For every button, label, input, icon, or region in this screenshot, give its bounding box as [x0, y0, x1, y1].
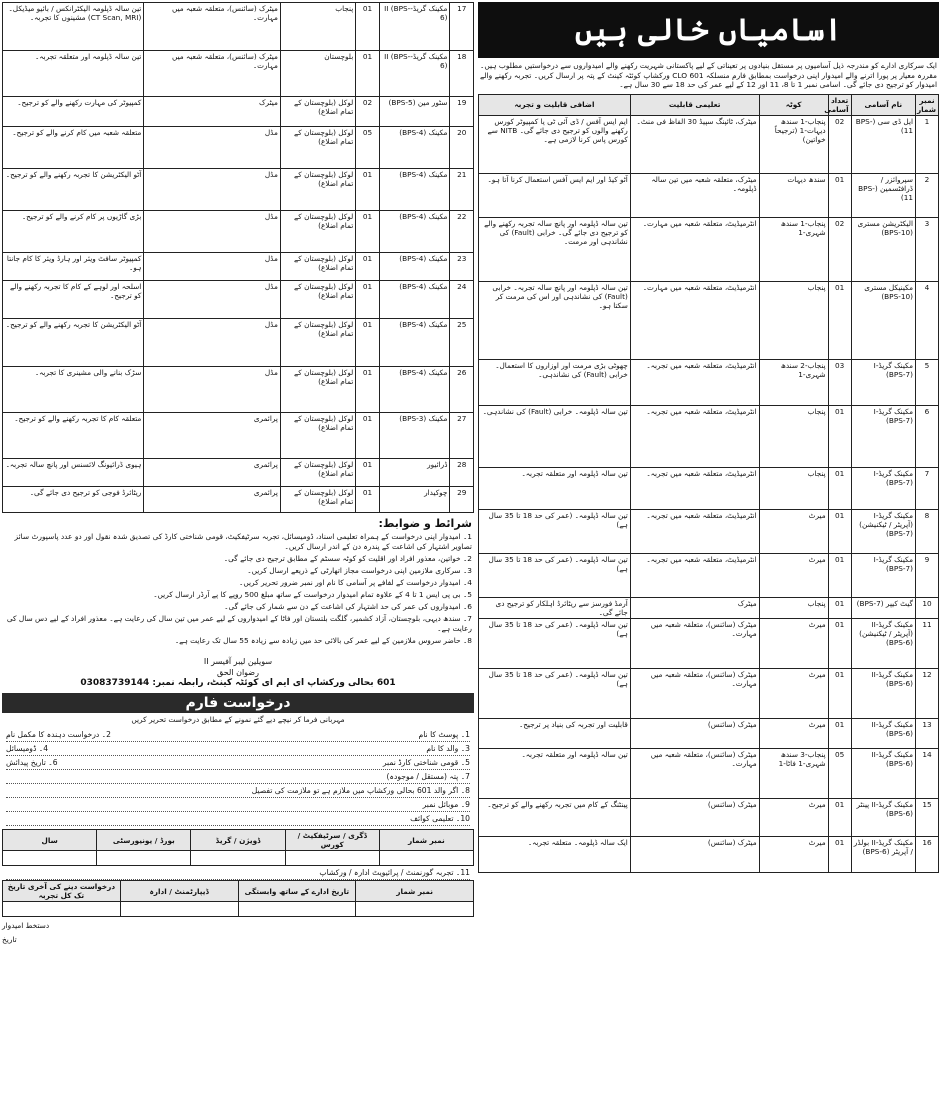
- job-title: مکینک گریڈ-II (BPS-6): [851, 748, 915, 798]
- jobs-table-body-continued: [3, 3, 474, 513]
- form-field-label: 2۔ درخواست دہندہ کا مکمل نام: [6, 730, 111, 739]
- signature-field: دستخط امیدوار: [2, 921, 50, 930]
- job-number: 14: [916, 748, 939, 798]
- job-title: مکینک گریڈ-II پینٹر (BPS-6): [851, 798, 915, 836]
- job-count: 05: [356, 127, 380, 169]
- job-education: مڈل: [144, 253, 281, 281]
- job-quota: میرٹ: [759, 509, 828, 553]
- job-count: 01: [828, 668, 851, 718]
- job-number: 8: [916, 509, 939, 553]
- column-header: تعداد آسامی: [828, 94, 851, 115]
- job-quota: لوکل (بلوچستان کے تمام اضلاع): [280, 487, 355, 513]
- table-row: [3, 319, 474, 367]
- job-number: 20: [450, 127, 474, 169]
- job-experience: ایم ایس آفس / ڈی آئی ٹی یا کمپیوٹر کورس رکھنے والوں کو ترجیح دی جائے گی۔ NITB سے کورس پاس کرنا لازمی ہے۔: [479, 115, 631, 173]
- job-education: میٹرک (سائنس)، متعلقہ شعبہ میں مہارت۔: [144, 3, 281, 51]
- job-number: 21: [450, 169, 474, 211]
- experience-column-header: نمبر شمار: [356, 881, 474, 902]
- job-number: 10: [916, 597, 939, 618]
- job-education: مڈل: [144, 281, 281, 319]
- job-number: 18: [450, 51, 474, 97]
- form-field-label: 7۔ پتہ (مستقل / موجودہ): [386, 772, 470, 781]
- job-experience: تین سالہ ڈپلومہ اور متعلقہ تجربہ۔: [479, 467, 631, 509]
- table-row: [3, 487, 474, 513]
- job-title: مکینک (BPS-4): [379, 169, 450, 211]
- job-experience: تین سالہ ڈپلومہ اور پانچ سالہ تجربہ رکھنے والے کو ترجیح دی جائے گی۔ خرابی (Fault) کی نشاندہی اور مرمت۔: [479, 217, 631, 281]
- job-number: 7: [916, 467, 939, 509]
- jobs-table-body: [479, 115, 939, 872]
- table-row: [479, 618, 939, 668]
- job-education: مڈل: [144, 319, 281, 367]
- job-education: میٹرک (سائنس)، متعلقہ شعبہ میں مہارت۔: [630, 668, 759, 718]
- education-table-row: [3, 851, 474, 866]
- table-row: [479, 509, 939, 553]
- table-row: [479, 748, 939, 798]
- job-title: مکینک (BPS-4): [379, 211, 450, 253]
- experience-column-header: ڈیپارٹمنٹ / ادارہ: [120, 881, 238, 902]
- job-education: مڈل: [144, 367, 281, 413]
- job-experience: تین سالہ ڈپلومہ اور متعلقہ تجربہ۔: [3, 51, 144, 97]
- job-title: چوکیدار: [379, 487, 450, 513]
- job-education: میٹرک، ٹائپنگ سپیڈ 30 الفاظ فی منٹ۔: [630, 115, 759, 173]
- table-row: [3, 169, 474, 211]
- job-number: 2: [916, 173, 939, 217]
- job-experience: تین سالہ ڈپلومہ۔ (عمر کی حد 18 تا 35 سال ہے): [479, 668, 631, 718]
- job-education: انٹرمیڈیٹ، متعلقہ شعبہ میں مہارت۔: [630, 281, 759, 359]
- form-field-line: [6, 784, 470, 798]
- job-experience: کمپیوٹر کی مہارت رکھنے والے کو ترجیح۔: [3, 97, 144, 127]
- experience-empty-cell: [356, 902, 474, 917]
- education-empty-cell: [97, 851, 191, 866]
- job-number: 29: [450, 487, 474, 513]
- job-quota: لوکل (بلوچستان کے تمام اضلاع): [280, 281, 355, 319]
- job-number: 24: [450, 281, 474, 319]
- experience-empty-cell: [3, 902, 121, 917]
- job-experience: تین سالہ ڈپلومہ اور متعلقہ تجربہ۔: [479, 748, 631, 798]
- job-count: 01: [828, 509, 851, 553]
- table-row: [479, 718, 939, 748]
- job-title: مکینک گریڈ-II (آپریٹر / ٹیکنیشن) (BPS-6): [851, 618, 915, 668]
- job-number: 4: [916, 281, 939, 359]
- job-title: مکینک گریڈ-I (BPS-7): [851, 553, 915, 597]
- job-number: 5: [916, 359, 939, 405]
- job-education: انٹرمیڈیٹ، متعلقہ شعبہ میں تجربہ۔: [630, 553, 759, 597]
- education-column-header: نمبر شمار: [379, 830, 473, 851]
- job-number: 16: [916, 836, 939, 872]
- job-quota: میرٹ: [759, 618, 828, 668]
- table-row: [3, 281, 474, 319]
- job-education: میٹرک (سائنس)، متعلقہ شعبہ میں مہارت۔: [630, 618, 759, 668]
- table-row: [3, 97, 474, 127]
- job-quota: میرٹ: [759, 718, 828, 748]
- terms-item: 7۔ سندھ دیہی، بلوچستان، آزاد کشمیر، گلگت بلتستان اور فاٹا کے امیدواروں کے لیے عمر میں تین سال کی رعایت ہے۔ معذور افراد کے لیے دس سال کی رعایت ہے۔: [6, 614, 472, 633]
- job-count: 01: [356, 487, 380, 513]
- terms-item: 6۔ امیدواروں کی عمر کی حد اشتہار کی اشاعت کے دن سے شمار کی جائے گی۔: [224, 602, 472, 611]
- table-row: [479, 668, 939, 718]
- job-education: مڈل: [144, 169, 281, 211]
- job-quota: لوکل (بلوچستان کے تمام اضلاع): [280, 413, 355, 459]
- job-count: 01: [356, 367, 380, 413]
- job-quota: پنجاب: [759, 597, 828, 618]
- jobs-table-left: [2, 2, 474, 513]
- job-number: 3: [916, 217, 939, 281]
- vacancy-banner: اسامیاں خالی ہیں: [478, 2, 939, 58]
- job-experience: ہیوی ڈرائیونگ لائسنس اور پانچ سالہ تجربہ۔: [3, 459, 144, 487]
- job-number: 15: [916, 798, 939, 836]
- job-education: میٹرک (سائنس): [630, 836, 759, 872]
- job-experience: اسلحہ اور لوہے کے کام کا تجربہ رکھنے والے کو ترجیح۔: [3, 281, 144, 319]
- job-title: مکینک (BPS-4): [379, 281, 450, 319]
- job-title: ایل ڈی سی (BPS-11): [851, 115, 915, 173]
- job-quota: پنجاب: [280, 3, 355, 51]
- job-education: پرائمری: [144, 413, 281, 459]
- table-row: [3, 413, 474, 459]
- job-title: مکینک گریڈ-I (BPS-7): [851, 467, 915, 509]
- experience-empty-cell: [238, 902, 356, 917]
- job-title: مکینک (BPS-4): [379, 319, 450, 367]
- job-quota: لوکل (بلوچستان کے تمام اضلاع): [280, 319, 355, 367]
- job-experience: ریٹائرڈ فوجی کو ترجیح دی جائے گی۔: [3, 487, 144, 513]
- job-count: 05: [828, 748, 851, 798]
- table-row: [479, 467, 939, 509]
- job-experience: آٹو الیکٹریشن کا تجربہ رکھنے والے کو ترجیح۔: [3, 319, 144, 367]
- table-row: [3, 211, 474, 253]
- table-row: [479, 173, 939, 217]
- jobs-table-header: [479, 94, 939, 115]
- job-number: 6: [916, 405, 939, 467]
- table-row: [3, 3, 474, 51]
- job-count: 01: [828, 173, 851, 217]
- job-experience: آٹو الیکٹریشن کا تجربہ رکھنے والے کو ترجیح۔: [3, 169, 144, 211]
- form-field-label: 5۔ قومی شناختی کارڈ نمبر: [382, 758, 470, 767]
- job-education: انٹرمیڈیٹ، متعلقہ شعبہ میں تجربہ۔: [630, 509, 759, 553]
- table-row: [479, 836, 939, 872]
- job-title: مکینک گریڈ-I (BPS-7): [851, 405, 915, 467]
- job-count: 01: [356, 459, 380, 487]
- job-count: 02: [356, 97, 380, 127]
- table-row: [3, 367, 474, 413]
- job-education: میٹرک (سائنس)، متعلقہ شعبہ میں مہارت۔: [144, 51, 281, 97]
- job-quota: پنجاب: [759, 405, 828, 467]
- job-number: 11: [916, 618, 939, 668]
- job-count: 01: [356, 3, 380, 51]
- job-education: پرائمری: [144, 459, 281, 487]
- job-title: مکینک گریڈ-II بولڈر / آپریٹر (BPS-6): [851, 836, 915, 872]
- job-education: میٹرک، متعلقہ شعبہ میں تین سالہ ڈپلومہ۔: [630, 173, 759, 217]
- form-field-line: [6, 770, 470, 784]
- right-column: [478, 2, 939, 873]
- job-experience: تین سالہ ڈپلومہ۔ (عمر کی حد 18 تا 35 سال ہے): [479, 618, 631, 668]
- job-experience: چھوٹی بڑی مرمت اور اوزاروں کا استعمال۔ خرابی (Fault) کی نشاندہی۔: [479, 359, 631, 405]
- terms-list: [2, 532, 474, 646]
- job-experience: قابلیت اور تجربہ کی بنیاد پر ترجیح۔: [479, 718, 631, 748]
- job-number: 23: [450, 253, 474, 281]
- job-education: انٹرمیڈیٹ، متعلقہ شعبہ میں تجربہ۔: [630, 467, 759, 509]
- form-field-label: 3۔ والد کا نام: [426, 744, 470, 753]
- job-count: 01: [828, 718, 851, 748]
- terms-item: 3۔ سرکاری ملازمین اپنی درخواست مجاز اتھارٹی کے ذریعے ارسال کریں۔: [247, 566, 472, 575]
- table-row: [479, 798, 939, 836]
- table-row: [479, 281, 939, 359]
- job-quota: لوکل (بلوچستان کے تمام اضلاع): [280, 367, 355, 413]
- job-education: پرائمری: [144, 487, 281, 513]
- job-title: مکینک گریڈ-I (آپریٹر / ٹیکنیشن) (BPS-7): [851, 509, 915, 553]
- job-count: 01: [828, 281, 851, 359]
- form-field-line: [6, 742, 470, 756]
- table-row: [3, 51, 474, 97]
- job-count: 01: [828, 597, 851, 618]
- job-quota: پنجاب-2 سندھ شہری-1: [759, 359, 828, 405]
- job-title: مکینک گریڈ-II (BPS-6): [379, 51, 450, 97]
- education-empty-cell: [191, 851, 285, 866]
- job-quota: پنجاب-1 سندھ شہری-1: [759, 217, 828, 281]
- experience-table-row: [3, 902, 474, 917]
- job-experience: آرمڈ فورسز سے ریٹائرڈ اہلکار کو ترجیح دی جائے گی۔: [479, 597, 631, 618]
- education-empty-cell: [3, 851, 97, 866]
- job-experience: تین سالہ ڈپلومہ الیکٹرانکس / بائیو میڈیکل۔ (CT Scan, MRI) مشینوں کا تجربہ۔: [3, 3, 144, 51]
- job-title: ڈرائیور: [379, 459, 450, 487]
- left-column: [2, 2, 474, 945]
- job-experience: سڑک بنانے والی مشینری کا تجربہ۔: [3, 367, 144, 413]
- form-field-line: [6, 812, 470, 826]
- education-column-header: ڈگری / سرٹیفکیٹ / کورس: [285, 830, 379, 851]
- job-title: مکینیکل مستری (BPS-10): [851, 281, 915, 359]
- terms-item: 5۔ بی پی ایس 1 تا 4 کے علاوہ تمام امیدوار درخواست کے ساتھ مبلغ 500 روپے کا پے آرڈر ارسال کریں۔: [153, 590, 472, 599]
- application-form-title: درخواست فارم: [2, 693, 474, 713]
- job-quota: میرٹ: [759, 798, 828, 836]
- table-row: [479, 553, 939, 597]
- education-empty-cell: [285, 851, 379, 866]
- job-experience: تین سالہ ڈپلومہ۔ خرابی (Fault) کی نشاندہی۔: [479, 405, 631, 467]
- education-empty-cell: [379, 851, 473, 866]
- form-field-label: 6۔ تاریخ پیدائش: [6, 758, 58, 767]
- job-title: گیٹ کیپر (BPS-7): [851, 597, 915, 618]
- experience-title: 11۔ تجربہ گورنمنٹ / پرائیویٹ ادارہ / ورکشاپ: [6, 866, 470, 880]
- job-number: 9: [916, 553, 939, 597]
- education-table: [2, 829, 474, 866]
- job-title: سپروائزر / ڈرافٹسمین (BPS-11): [851, 173, 915, 217]
- job-education: میٹرک: [630, 597, 759, 618]
- column-header: کوٹہ: [759, 94, 828, 115]
- job-quota: میرٹ: [759, 668, 828, 718]
- form-field-label: 10۔ تعلیمی کوائف: [410, 814, 470, 823]
- job-count: 01: [356, 211, 380, 253]
- table-row: [3, 459, 474, 487]
- job-experience: کمپیوٹر سافٹ ویئر اور ہارڈ ویئر کا کام جانتا ہو۔: [3, 253, 144, 281]
- table-row: [479, 115, 939, 173]
- job-number: 26: [450, 367, 474, 413]
- education-column-header: ڈویژن / گریڈ: [191, 830, 285, 851]
- job-number: 13: [916, 718, 939, 748]
- job-education: میٹرک (سائنس): [630, 718, 759, 748]
- form-field-line: [6, 798, 470, 812]
- job-experience: متعلقہ شعبہ میں کام کرنے والے کو ترجیح۔: [3, 127, 144, 169]
- job-count: 01: [356, 413, 380, 459]
- column-header: نمبر شمار: [916, 94, 939, 115]
- job-quota: لوکل (بلوچستان کے تمام اضلاع): [280, 169, 355, 211]
- job-number: 27: [450, 413, 474, 459]
- job-education: میٹرک (سائنس): [630, 798, 759, 836]
- job-education: انٹرمیڈیٹ، متعلقہ شعبہ میں تجربہ۔: [630, 359, 759, 405]
- job-experience: تین سالہ ڈپلومہ۔ (عمر کی حد 18 تا 35 سال ہے): [479, 509, 631, 553]
- job-education: مڈل: [144, 211, 281, 253]
- table-row: [479, 405, 939, 467]
- job-number: 1: [916, 115, 939, 173]
- job-quota: لوکل (بلوچستان کے تمام اضلاع): [280, 97, 355, 127]
- intro-paragraph: ایک سرکاری ادارے کو مندرجہ ذیل آسامیوں پر مستقل بنیادوں پر تعیناتی کے لیے پاکستانی شہریت رکھنے والے امیدواروں سے درخواستیں مطلوب ہیں۔ مقررہ معیار پر پورا اترنے والے امیدوار اپنی درخواست بمطابق فارم منسلکہ 601 CLO ورکشاپ کوئٹہ کینٹ کے پتہ پر ارسال کریں۔ تجربہ رکھنے والے امیدوار کو ترجیح دی جائے گی۔ اسامی نمبر 1 تا 8، 11 اور 12 کے لیے عمر کی حد 18 سے 30 سال ہے۔: [480, 61, 937, 89]
- job-count: 01: [828, 405, 851, 467]
- job-count: 01: [828, 467, 851, 509]
- job-number: 19: [450, 97, 474, 127]
- job-title: الیکٹریشن مستری (BPS-10): [851, 217, 915, 281]
- job-quota: لوکل (بلوچستان کے تمام اضلاع): [280, 127, 355, 169]
- signature-block: [2, 656, 474, 689]
- form-field-line: [6, 728, 470, 742]
- job-count: 02: [828, 115, 851, 173]
- job-count: 01: [828, 836, 851, 872]
- job-count: 01: [356, 253, 380, 281]
- job-experience: آٹو کیڈ اور ایم ایس آفس استعمال کرنا آتا ہو۔: [479, 173, 631, 217]
- job-number: 22: [450, 211, 474, 253]
- terms-item: 2۔ خواتین، معذور افراد اور اقلیت کو کوٹہ سسٹم کے مطابق ترجیح دی جائے گی۔: [223, 554, 472, 563]
- column-header: تعلیمی قابلیت: [630, 94, 759, 115]
- form-field-label: 4۔ ڈومیسائل: [6, 744, 49, 753]
- signature-address: 601 بحالی ورکشاپ ای ایم ای کوئٹہ کینٹ، رابطہ نمبر: 03083739144: [80, 678, 396, 688]
- job-experience: متعلقہ کام کا تجربہ رکھنے والے کو ترجیح۔: [3, 413, 144, 459]
- job-number: 28: [450, 459, 474, 487]
- job-quota: لوکل (بلوچستان کے تمام اضلاع): [280, 253, 355, 281]
- job-title: مکینک (BPS-4): [379, 253, 450, 281]
- table-row: [479, 217, 939, 281]
- job-quota: پنجاب: [759, 467, 828, 509]
- jobs-table-right: [478, 94, 939, 873]
- job-title: سٹور مین (BPS-5): [379, 97, 450, 127]
- table-row: [3, 253, 474, 281]
- job-quota: لوکل (بلوچستان کے تمام اضلاع): [280, 459, 355, 487]
- job-education: انٹرمیڈیٹ، متعلقہ شعبہ میں مہارت۔: [630, 217, 759, 281]
- job-quota: میرٹ: [759, 553, 828, 597]
- job-education: میٹرک (سائنس)، متعلقہ شعبہ میں مہارت۔: [630, 748, 759, 798]
- job-count: 01: [828, 798, 851, 836]
- job-experience: بڑی گاڑیوں پر کام کرنے والے کو ترجیح۔: [3, 211, 144, 253]
- job-quota: پنجاب-1 سندھ دیہات-1 (ترجیحاً خواتین): [759, 115, 828, 173]
- job-quota: لوکل (بلوچستان کے تمام اضلاع): [280, 211, 355, 253]
- experience-table-header: [3, 881, 474, 902]
- education-column-header: سال: [3, 830, 97, 851]
- job-title: مکینک گریڈ-II (BPS-6): [379, 3, 450, 51]
- job-title: مکینک (BPS-3): [379, 413, 450, 459]
- job-title: مکینک گریڈ-II (BPS-6): [851, 668, 915, 718]
- job-count: 02: [828, 217, 851, 281]
- job-count: 01: [356, 51, 380, 97]
- job-number: 12: [916, 668, 939, 718]
- job-title: مکینک گریڈ-I (BPS-7): [851, 359, 915, 405]
- job-count: 01: [356, 319, 380, 367]
- table-row: [3, 127, 474, 169]
- job-quota: سندھ دیہات: [759, 173, 828, 217]
- job-education: انٹرمیڈیٹ، متعلقہ شعبہ میں تجربہ۔: [630, 405, 759, 467]
- job-education: مڈل: [144, 127, 281, 169]
- terms-item: 4۔ امیدوار درخواست کے لفافے پر آسامی کا نام اور نمبر ضرور تحریر کریں۔: [239, 578, 472, 587]
- education-column-header: بورڈ / یونیورسٹی: [97, 830, 191, 851]
- experience-table: [2, 880, 474, 917]
- form-field-label: 1۔ پوسٹ کا نام: [418, 730, 470, 739]
- job-quota: بلوچستان: [280, 51, 355, 97]
- job-count: 01: [356, 169, 380, 211]
- terms-item: 1۔ امیدوار اپنی درخواست کے ہمراہ تعلیمی اسناد، ڈومیسائل، تجربہ سرٹیفکیٹ، قومی شناختی کارڈ کی تصدیق شدہ نقول اور دو عدد پاسپورٹ سائز تصاویر اشتہار کی اشاعت کے پندرہ دن کے اندر ارسال کریں۔: [14, 532, 472, 551]
- job-experience: پینٹنگ کے کام میں تجربہ رکھنے والے کو ترجیح۔: [479, 798, 631, 836]
- form-field-label: 9۔ موبائل نمبر: [422, 800, 470, 809]
- form-field-label: 8۔ اگر والد 601 بحالی ورکشاپ میں ملازم ہے تو ملازمت کی تفصیل: [251, 786, 470, 795]
- experience-column-header: تاریخ ادارے کے ساتھ وابستگی: [238, 881, 356, 902]
- terms-title: شرائط و ضوابط:: [378, 517, 472, 530]
- job-quota: پنجاب: [759, 281, 828, 359]
- table-row: [479, 597, 939, 618]
- signature-name: رضوان الحق: [217, 668, 259, 677]
- job-count: 01: [828, 553, 851, 597]
- terms-item: 8۔ حاضر سروس ملازمین کے لیے عمر کی بالائی حد میں زیادہ سے زیادہ 55 سال تک رعایت ہے۔: [174, 636, 472, 645]
- job-experience: ایک سالہ ڈپلومہ۔ متعلقہ تجربہ۔: [479, 836, 631, 872]
- job-count: 03: [828, 359, 851, 405]
- job-count: 01: [828, 618, 851, 668]
- column-header: اضافی قابلیت و تجربہ: [479, 94, 631, 115]
- application-form-subtitle: مہربانی فرما کر نیچے دیے گئے نمونے کے مطابق درخواست تحریر کریں: [131, 715, 345, 724]
- job-quota: پنجاب-3 سندھ شہری-1 فاٹا-1: [759, 748, 828, 798]
- table-row: [479, 359, 939, 405]
- job-experience: تین سالہ ڈپلومہ۔ (عمر کی حد 18 تا 35 سال ہے): [479, 553, 631, 597]
- job-education: میٹرک: [144, 97, 281, 127]
- signature-title: سویلین لیبر آفیسر II: [203, 657, 273, 666]
- education-table-header: [3, 830, 474, 851]
- job-number: 25: [450, 319, 474, 367]
- job-title: مکینک (BPS-4): [379, 127, 450, 169]
- experience-column-header: درخواست دینے کی آخری تاریخ تک کل تجربہ: [3, 881, 121, 902]
- form-field-line: [6, 756, 470, 770]
- experience-empty-cell: [120, 902, 238, 917]
- job-number: 17: [450, 3, 474, 51]
- job-quota: میرٹ: [759, 836, 828, 872]
- job-experience: تین سالہ ڈپلومہ اور پانچ سالہ تجربہ۔ خرابی (Fault) کی نشاندہی اور اس کی مرمت کر سکتا ہو۔: [479, 281, 631, 359]
- date-field: تاریخ: [2, 935, 17, 944]
- application-form-fields: [2, 728, 474, 826]
- job-title: مکینک (BPS-4): [379, 367, 450, 413]
- column-header: نام آسامی: [851, 94, 915, 115]
- job-count: 01: [356, 281, 380, 319]
- job-title: مکینک گریڈ-II (BPS-6): [851, 718, 915, 748]
